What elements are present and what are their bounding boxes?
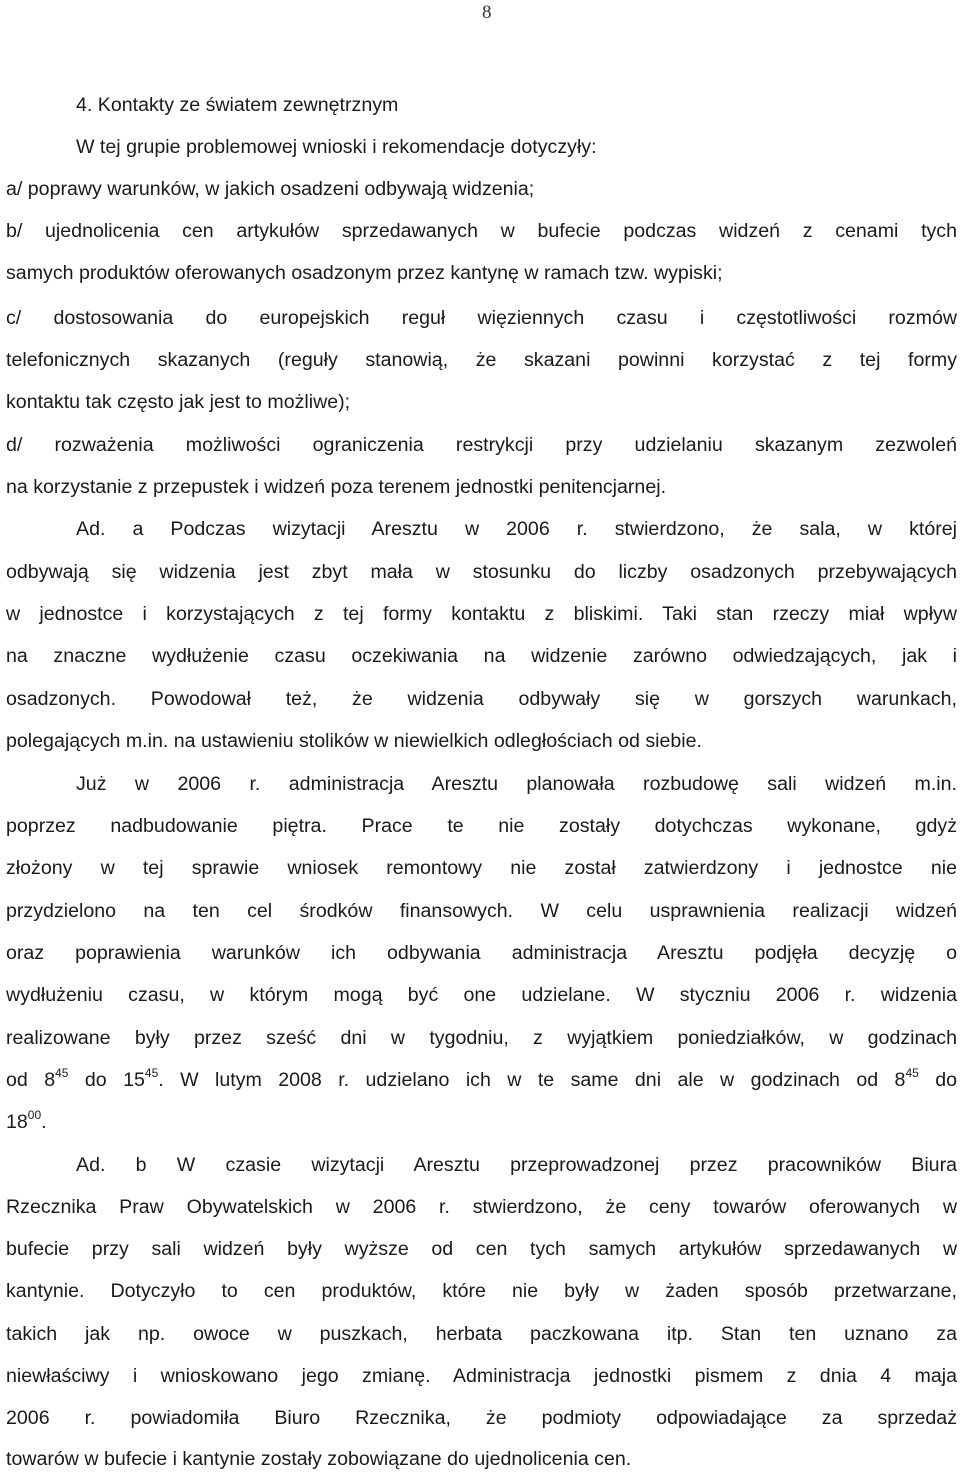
text-line: Ad. a Podczas wizytacji Aresztu w 2006 r. stwierdzono, że sala, w której (76, 518, 957, 540)
text-line: wydłużeniu czasu, w którym mogą być one udzielane. W styczniu 2006 r. widzenia (6, 984, 957, 1006)
text-line: Rzecznika Praw Obywatelskich w 2006 r. stwierdzono, że ceny towarów oferowanych w (6, 1196, 957, 1218)
page-number: 8 (482, 2, 492, 23)
text-line: a/ poprawy warunków, w jakich osadzeni odbywają widzenia; (6, 178, 535, 200)
section-heading: 4. Kontakty ze światem zewnętrznym (76, 94, 399, 116)
text-line: bufecie przy sali widzeń były wyższe od cen tych samych artykułów sprzedawanych w (6, 1238, 957, 1260)
text-fragment: do 15 (68, 1069, 145, 1091)
text-line: odbywają się widzenia jest zbyt mała w stosunku do liczby osadzonych przebywających (6, 561, 957, 583)
text-fragment: do (918, 1069, 958, 1091)
text-line: samych produktów oferowanych osadzonym przez kantynę w ramach tzw. wypiski; (6, 262, 723, 284)
text-fragment: . W lutym 2008 r. udzielano ich w te same dni ale w godzinach od 8 (158, 1069, 906, 1091)
superscript: 45 (55, 1066, 69, 1081)
text-line: w jednostce i korzystających z tej formy kontaktu z bliskimi. Taki stan rzeczy miał wpływ (6, 603, 957, 625)
text-line: na znaczne wydłużenie czasu oczekiwania na widzenie zarówno odwiedzających, jak i (6, 645, 957, 667)
text-fragment: od 8 (6, 1069, 56, 1091)
superscript: 00 (27, 1108, 42, 1123)
text-line: oraz poprawienia warunków ich odbywania administracja Aresztu podjęła decyzję o (6, 942, 957, 964)
text-fragment: . (41, 1111, 47, 1133)
text-line-hours (6, 1067, 957, 1093)
text-line: W tej grupie problemowej wnioski i rekomendacje dotyczyły: (76, 136, 597, 158)
text-line: kantynie. Dotyczyło to cen produktów, które nie były w żaden sposób przetwarzane, (6, 1280, 957, 1302)
text-fragment: 18 (6, 1111, 28, 1133)
text-line: c/ dostosowania do europejskich reguł więziennych czasu i częstotliwości rozmów (6, 307, 957, 329)
text-line: osadzonych. Powodował też, że widzenia odbywały się w gorszych warunkach, (6, 688, 957, 710)
text-line: towarów w bufecie i kantynie zostały zobowiązane do ujednolicenia cen. (6, 1448, 632, 1470)
text-line: polegających m.in. na ustawieniu stolików w niewielkich odległościach od siebie. (6, 730, 702, 752)
text-line: złożony w tej sprawie wniosek remontowy nie został zatwierdzony i jednostce nie (6, 857, 957, 879)
text-line: niewłaściwy i wnioskowano jego zmianę. Administracja jednostki pismem z dnia 4 maja (6, 1365, 957, 1387)
text-line: Ad. b W czasie wizytacji Aresztu przeprowadzonej przez pracowników Biura (76, 1154, 957, 1176)
text-line: realizowane były przez sześć dni w tygodniu, z wyjątkiem poniedziałków, w godzinach (6, 1027, 957, 1049)
text-line: poprzez nadbudowanie piętra. Prace te nie zostały dotychczas wykonane, gdyż (6, 815, 957, 837)
text-line: kontaktu tak często jak jest to możliwe); (6, 391, 351, 413)
superscript: 45 (905, 1066, 919, 1081)
text-line: takich jak np. owoce w puszkach, herbata paczkowana itp. Stan ten uznano za (6, 1323, 957, 1345)
text-line: b/ ujednolicenia cen artykułów sprzedawanych w bufecie podczas widzeń z cenami tych (6, 220, 957, 242)
text-line: telefonicznych skazanych (reguły stanowią, że skazani powinni korzystać z tej formy (6, 349, 957, 371)
text-line-hours-end (6, 1109, 957, 1135)
text-line: na korzystanie z przepustek i widzeń poza terenem jednostki penitencjarnej. (6, 476, 667, 498)
text-line: Już w 2006 r. administracja Aresztu planowała rozbudowę sali widzeń m.in. (76, 773, 957, 795)
text-line: d/ rozważenia możliwości ograniczenia restrykcji przy udzielaniu skazanym zezwoleń (6, 434, 957, 456)
text-line: przydzielono na ten cel środków finansowych. W celu usprawnienia realizacji widzeń (6, 900, 957, 922)
text-line: 2006 r. powiadomiła Biuro Rzecznika, że podmioty odpowiadające za sprzedaż (6, 1407, 957, 1429)
superscript: 45 (144, 1066, 159, 1081)
